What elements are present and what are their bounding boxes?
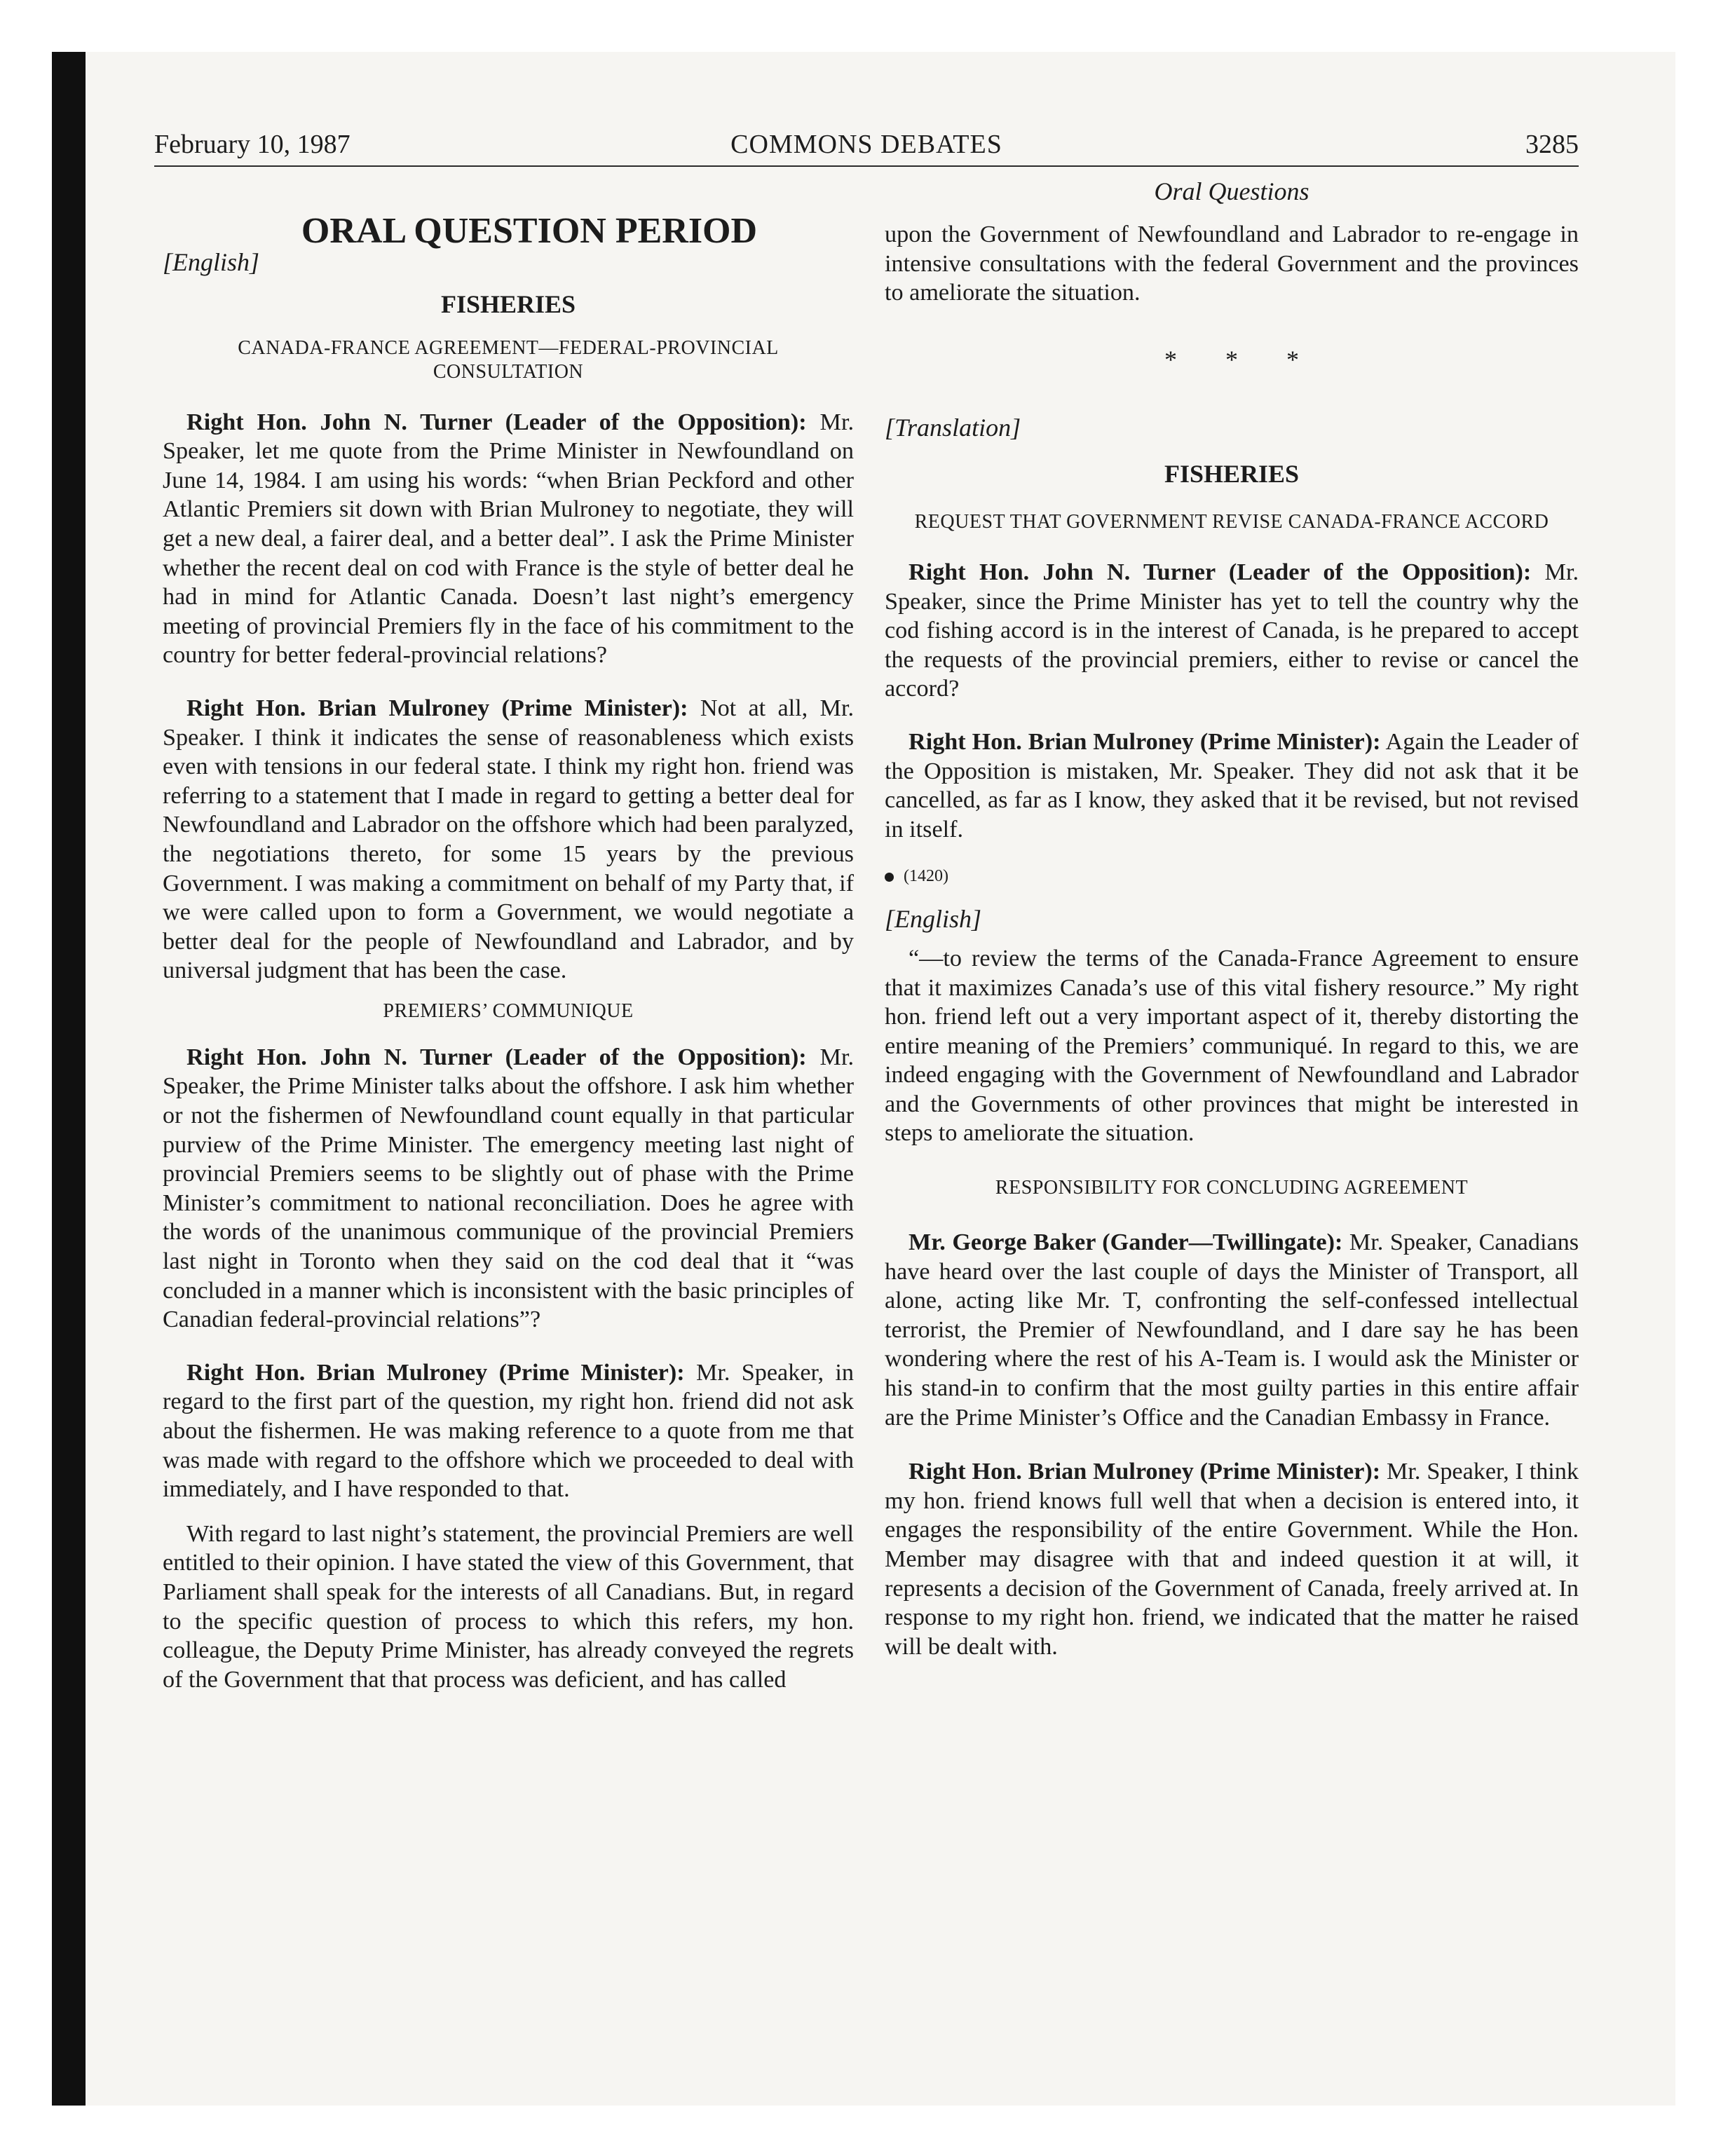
subheading-responsibility: RESPONSIBILITY FOR CONCLUDING AGREEMENT <box>995 1177 1469 1199</box>
running-header <box>154 123 1579 165</box>
speaker-name: Right Hon. Brian Mulroney (Prime Minister): <box>909 1459 1381 1485</box>
intervention-mulroney-4 <box>885 1457 1579 1661</box>
header-publication: COMMONS DEBATES <box>730 130 1002 159</box>
bullet-dot-icon <box>885 873 894 882</box>
speaker-name: Right Hon. John N. Turner (Leader of the Opposition): <box>186 1044 807 1070</box>
speech-text: Not at all, Mr. Speaker. I think it indicates the sense of reasonableness which exists even with tensions in our federal state. I think my right hon. friend was referring to a statement that I made in regard to getting a better deal for Newfoundland and Labrador on the offshore which had been paralyzed, the negotiations thereto, for some 15 years by the previous Government. I was making a commitment on behalf of my Party that, if we were called upon to form a Government, we would negotiate a better deal for the people of Newfoundland and Labrador, and by universal judgment that has been the case. <box>163 695 854 984</box>
speaker-name: Mr. George Baker (Gander—Twillingate): <box>909 1229 1343 1256</box>
left-column <box>163 210 854 1694</box>
intervention-turner-3 <box>885 558 1579 704</box>
intervention-mulroney-3-quote <box>885 944 1579 1148</box>
speaker-name: Right Hon. Brian Mulroney (Prime Minister): <box>909 728 1381 755</box>
header-date: February 10, 1987 <box>154 130 351 159</box>
intervention-mulroney-2-continued-right <box>885 220 1579 308</box>
speech-text: Mr. Speaker, since the Prime Minister has yet to tell the country why the cod fishing accord is in the interest of Canada, is he prepared to accept the requests of the provincial premiers, either to revise or cancel the accord? <box>885 559 1579 702</box>
speech-text: Again the Leader of the Opposition is mistaken, Mr. Speaker. They did not ask that it be cancelled, as far as I know, they asked that it be revised, but not revised in itself. <box>885 728 1579 842</box>
speech-text: Mr. Speaker, in regard to the first part of the question, my right hon. friend did not ask about the fishermen. He was making reference to a quote from me that was made with regard to the offshore which we proceeded to deal with immediately, and I have responded to that. <box>163 1359 854 1503</box>
speech-text: Mr. Speaker, let me quote from the Prime Minister in Newfoundland on June 14, 1984. I am using his words: “when Brian Peckford and other Atlantic Premiers sit down with Brian Mulroney to negotiate, they will get a new deal, a fairer deal, and a better deal”. I ask the Prime Minister whether the recent deal on cod with France is the style of better deal he had in mind for Atlantic Canada. Doesn’t last night’s emergency meeting of provincial Premiers fly in the face of his commitment to the country for better federal-provincial relations? <box>163 409 854 669</box>
speech-text: Mr. Speaker, Canadians have heard over the last couple of days the Minister of Transport, all alone, acting like Mr. T, confronting the self-confessed intellectual terrorist, the Premier of Newfoundland, and I dare say he has been wondering where the rest of his A-Team is. I would ask the Minister or his stand-in to confirm that the most guilty parties in this entire affair are the Prime Minister’s Office and the Canadian Embassy in France. <box>885 1229 1579 1431</box>
time-marker-text: (1420) <box>904 867 948 886</box>
speaker-name: Right Hon. Brian Mulroney (Prime Minister): <box>186 695 688 721</box>
intervention-mulroney-2 <box>163 1358 854 1504</box>
subheading-premiers-communique: PREMIERS’ COMMUNIQUE <box>383 999 634 1022</box>
intervention-mulroney-2-continued <box>163 1520 854 1695</box>
intervention-mulroney-3 <box>885 728 1579 844</box>
subject-heading-fisheries-2: FISHERIES <box>1164 459 1300 488</box>
period-title: ORAL QUESTION PERIOD <box>301 211 758 251</box>
speech-text: Mr. Speaker, I think my hon. friend knows full well that when a decision is entered into, it engages the responsibility of the entire Government. While the Hon. Member may disagree with that and indeed question it at will, it represents a decision of the Government of Canada, freely arrived at. In response to my right hon. friend, we indicated that the matter he raised will be dealt with. <box>885 1459 1579 1660</box>
intervention-turner-2 <box>163 1043 854 1335</box>
subheading-canada-france-agreement: CANADA-FRANCE AGREEMENT—FEDERAL-PROVINCIAL CONSULTATION <box>238 336 779 383</box>
language-marker-english-2: [English] <box>885 905 982 934</box>
speech-text: Mr. Speaker, the Prime Minister talks about the offshore. I ask him whether or not the fishermen of Newfoundland count equally in that particular purview of the Prime Minister. The emergency meeting last night of provincial Premiers seems to be slightly out of phase with the Prime Minister’s commitment to national reconciliation. Does he agree with the words of the unanimous communique of the provincial Premiers last night in Toronto when they said on the cod deal that it “was concluded in a manner which is inconsistent with the basic principles of Canadian federal-provincial relations”? <box>163 1044 854 1333</box>
speaker-name: Right Hon. Brian Mulroney (Prime Minister): <box>186 1359 685 1386</box>
speaker-name: Right Hon. John N. Turner (Leader of the Opposition): <box>186 409 807 435</box>
intervention-baker <box>885 1228 1579 1432</box>
speech-text: With regard to last night’s statement, the provincial Premiers are well entitled to their opinion. I have stated the view of this Government, that Parliament shall speak for the interests of all Canadians. But, in regard to the specific question of process to which this refers, my hon. colleague, the Deputy Prime Minister, has already conveyed the regrets of the Government that that process was deficient, and has called <box>163 1520 854 1693</box>
scan-edge-bar <box>52 52 86 2106</box>
header-rule <box>154 165 1579 167</box>
intervention-mulroney-1 <box>163 694 854 985</box>
speech-text: upon the Government of Newfoundland and Labrador to re-engage in intensive consultations with the federal Government and the provinces to ameliorate the situation. <box>885 221 1579 306</box>
time-marker <box>885 862 1579 891</box>
speech-text: “—to review the terms of the Canada-France Agreement to ensure that it maximizes Canada’s use of this vital fishery resource.” My right hon. friend left out a very important aspect of it, thereby distorting the entire meaning of the Premiers’ communiqué. In regard to this, we are indeed engaging with the Government of Newfoundland and Labrador and the Governments of other provinces that might be interested in steps to ameliorate the situation. <box>885 945 1579 1147</box>
section-separator-stars: * * * <box>1164 345 1320 374</box>
speaker-name: Right Hon. John N. Turner (Leader of the Opposition): <box>909 559 1532 585</box>
subheading-revise-accord: REQUEST THAT GOVERNMENT REVISE CANADA-FRANCE ACCORD <box>914 510 1549 533</box>
language-marker-translation: [Translation] <box>885 414 1021 442</box>
header-page-number: 3285 <box>1525 130 1579 159</box>
intervention-turner-1 <box>163 408 854 670</box>
subject-heading-fisheries: FISHERIES <box>440 289 576 318</box>
language-marker-english: [English] <box>163 248 260 276</box>
section-running-title: Oral Questions <box>1154 177 1309 205</box>
right-column <box>885 177 1579 1661</box>
